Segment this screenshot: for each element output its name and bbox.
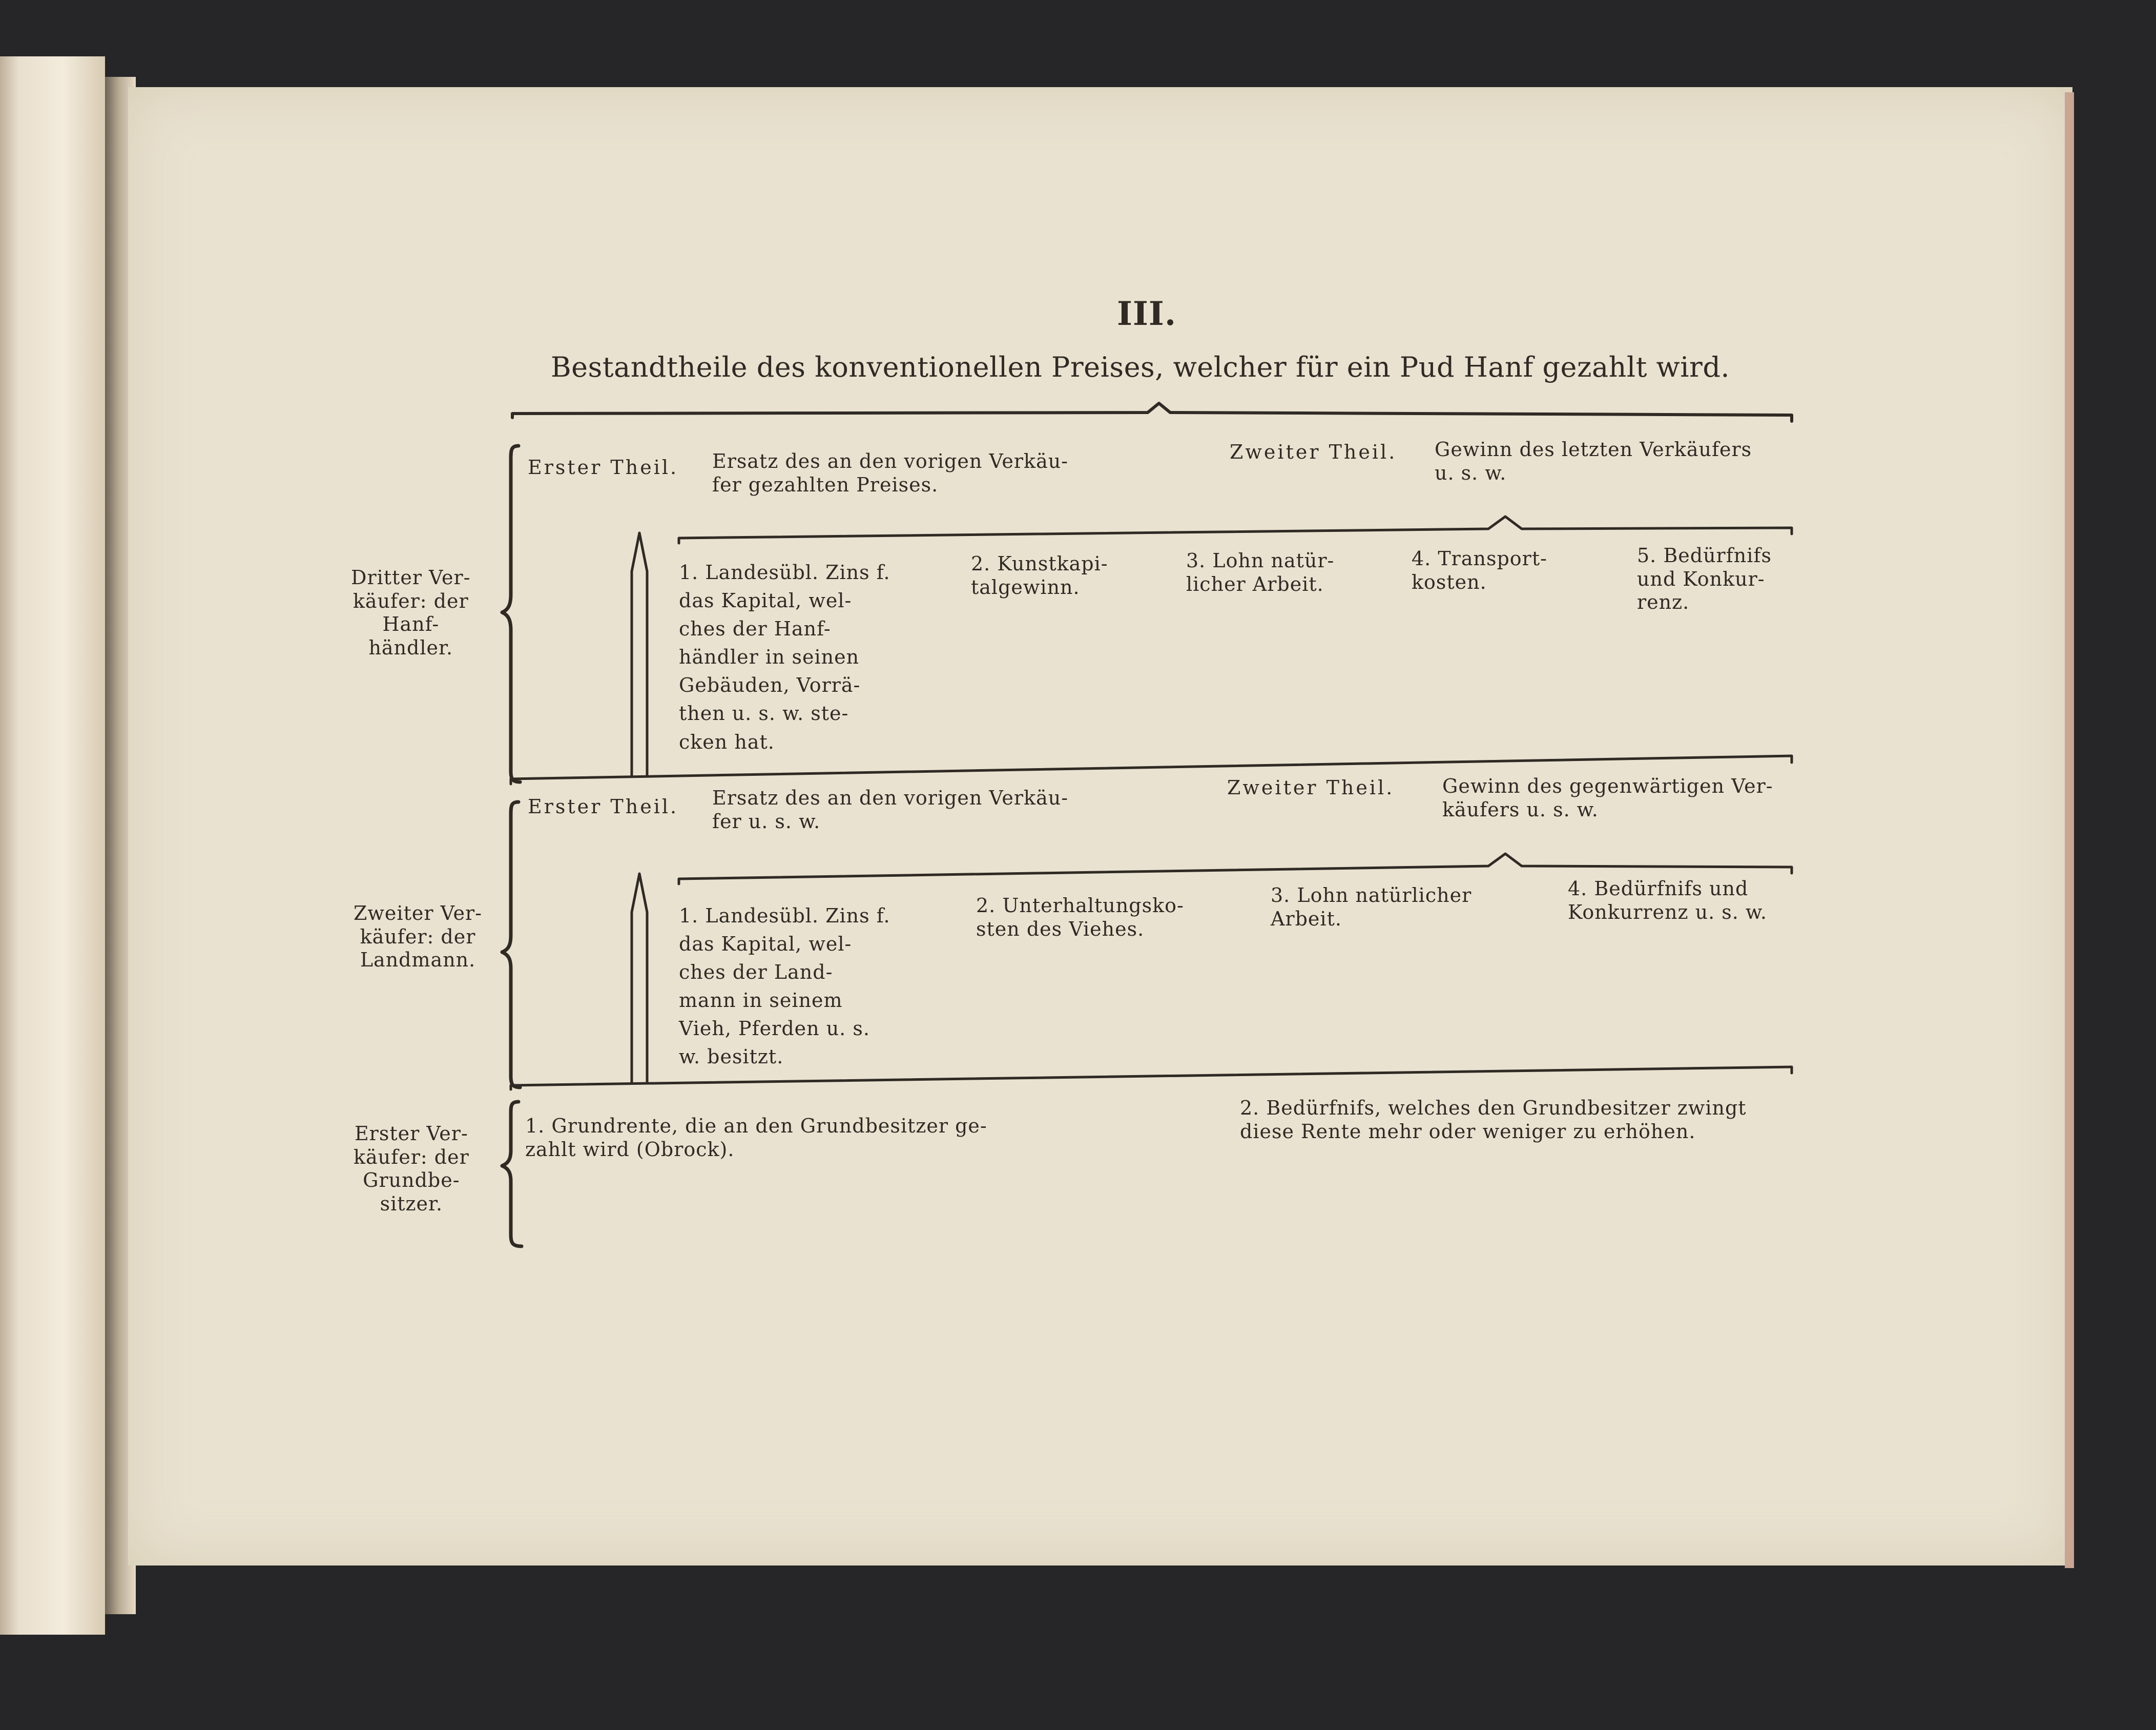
third-second-part-label: Zweiter Theil.	[1230, 441, 1397, 463]
seller-label-first: Erster Ver- käufer: der Grundbe- sitzer.	[354, 1122, 469, 1215]
first-item-1: 1. Grundrente, die an den Grundbesitzer ge- zahlt wird (Obrock).	[525, 1115, 987, 1161]
overbrace-third-items	[679, 517, 1792, 543]
arrow-third	[632, 533, 647, 776]
table-title: Bestandtheile des konventionellen Preises, welcher für ein Pud Hanf gezahlt wird.	[551, 351, 1730, 383]
second-item-3: 3. Lohn natürlicher Arbeit.	[1271, 884, 1472, 930]
seller-label-second: Zweiter Ver- käufer: der Landmann.	[354, 902, 483, 972]
brace-second-seller	[502, 802, 520, 1087]
third-item-5: 5. Bedürfnifs und Konkur- renz.	[1637, 544, 1772, 614]
third-second-part-desc: Gewinn des letzten Verkäufers u. s. w.	[1435, 438, 1752, 484]
third-item-2: 2. Kunstkapi- talgewinn.	[971, 552, 1108, 599]
second-item-4: 4. Bedürfnifs und Konkurrenz u. s. w.	[1568, 877, 1767, 923]
second-second-part-desc: Gewinn des gegenwärtigen Ver- käufers u. s. w.	[1442, 775, 1773, 821]
second-second-part-label: Zweiter Theil.	[1227, 776, 1395, 799]
third-first-part-desc: Ersatz des an den vorigen Verkäu- fer gezahlten Preises.	[712, 450, 1069, 496]
second-first-part-label: Erster Theil.	[528, 795, 679, 818]
brace-third-seller	[502, 446, 520, 782]
first-item-2: 2. Bedürfnifs, welches den Grundbesitzer zwingt diese Rente mehr oder weniger zu erhöhen.	[1240, 1097, 1747, 1143]
second-item-1: 1. Landesübl. Zins f. das Kapital, wel- ches der Land- mann in seinem Vieh, Pferden u. s. w. besitzt.	[679, 904, 890, 1068]
seller-label-third: Dritter Ver- käufer: der Hanf- händler.	[351, 566, 471, 659]
brace-first-seller	[502, 1102, 522, 1246]
overbrace-top	[512, 403, 1792, 421]
third-item-4: 4. Transport- kosten.	[1412, 547, 1547, 593]
second-first-part-desc: Ersatz des an den vorigen Verkäu- fer u. s. w.	[712, 787, 1069, 833]
third-first-part-label: Erster Theil.	[528, 456, 679, 479]
third-item-1: 1. Landesübl. Zins f. das Kapital, wel- ches der Hanf- händler in seinen Gebäuden, Vorrä- then u. s. w. ste- cken hat.	[679, 561, 890, 753]
second-item-2: 2. Unterhaltungsko- sten des Viehes.	[976, 894, 1184, 940]
table-number: III.	[1117, 295, 1177, 333]
third-item-3: 3. Lohn natür- licher Arbeit.	[1186, 549, 1335, 595]
arrow-second	[632, 874, 647, 1082]
